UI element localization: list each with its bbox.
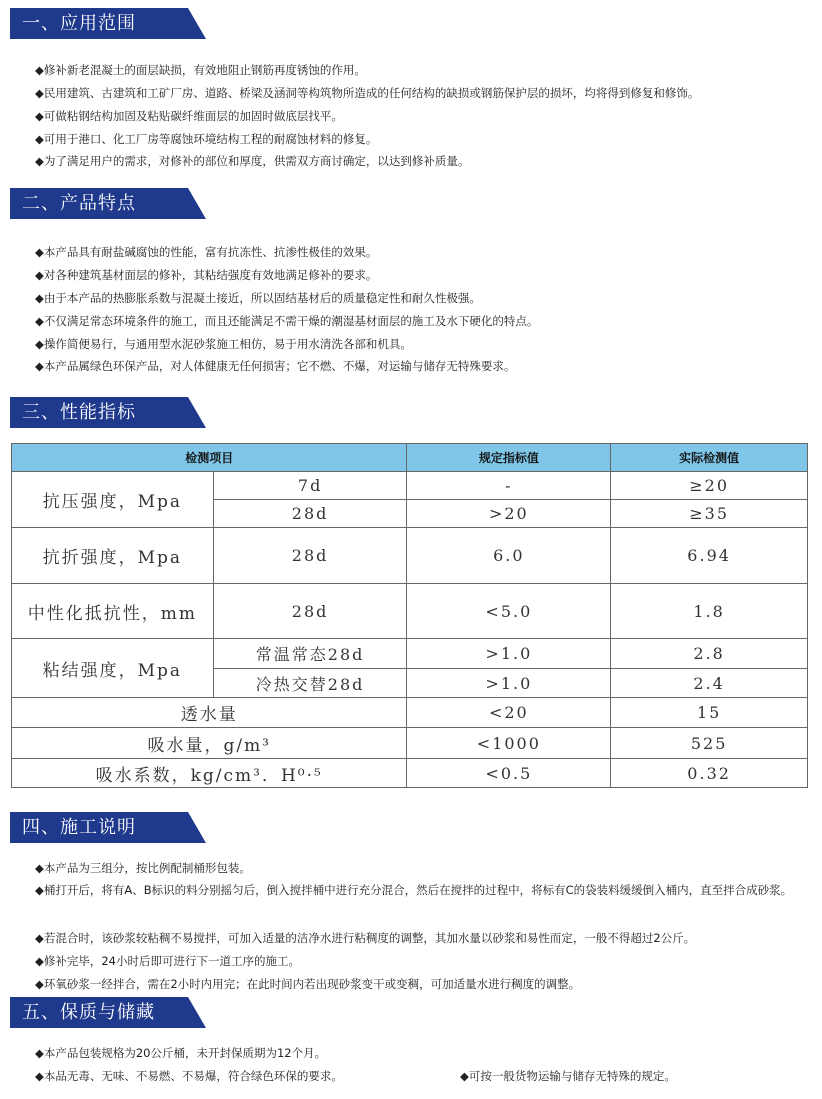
bullet-item: ◆本产品包装规格为20公斤桶，未开封保质期为12个月。 <box>35 1046 327 1060</box>
row-actual: 15 <box>611 698 808 728</box>
row-actual: 525 <box>611 728 808 759</box>
bullet-item: ◆环氧砂浆一经拌合，需在2小时内用完；在此时间内若出现砂浆变干或变稠，可加适量水进行稠度的调整。 <box>35 977 581 991</box>
section-banner-application <box>10 8 206 39</box>
row-actual: 0.32 <box>611 759 808 788</box>
row-actual: 6.94 <box>611 528 808 584</box>
row-condition: 28d <box>213 500 407 528</box>
section-title: 一、应用范围 <box>22 13 136 34</box>
row-actual: 2.8 <box>611 639 808 669</box>
bullet-item: ◆民用建筑、古建筑和工矿厂房、道路、桥梁及涵洞等构筑物所造成的任何结构的缺损或钢筋保护层的损坏，均将得到修复和修饰。 <box>35 86 700 100</box>
table-header-row <box>12 444 808 472</box>
row-condition: 28d <box>213 528 407 584</box>
row-name: 粘结强度，Mpa <box>12 639 214 698</box>
row-condition: 常温常态28d <box>213 639 407 669</box>
row-name: 吸水量，g/m³ <box>12 728 407 759</box>
row-spec: 6.0 <box>407 528 611 584</box>
section-banner-storage <box>10 997 206 1028</box>
bullet-item: ◆本产品属绿色环保产品，对人体健康无任何损害；它不燃、不爆，对运输与储存无特殊要求。 <box>35 359 516 373</box>
row-condition: 28d <box>213 584 407 639</box>
bullet-item: ◆可按一般货物运输与储存无特殊的规定。 <box>460 1069 676 1083</box>
bullet-item: ◆若混合时，该砂浆较粘稠不易搅拌，可加入适量的洁净水进行粘稠度的调整，其加水量以砂浆和易性而定，一般不得超过2公斤。 <box>35 931 696 945</box>
row-name: 吸水系数，kg/cm³．H⁰·⁵ <box>12 759 407 788</box>
section-title: 四、施工说明 <box>22 817 136 838</box>
bullet-item: ◆为了满足用户的需求，对修补的部位和厚度，供需双方商讨确定，以达到修补质量。 <box>35 154 470 168</box>
row-actual: ≥35 <box>611 500 808 528</box>
section-banner-performance <box>10 397 206 428</box>
row-name: 抗压强度，Mpa <box>12 472 214 528</box>
bullet-item: ◆桶打开后，将有A、B标识的料分别摇匀后，倒入搅拌桶中进行充分混合，然后在搅拌的过程中，将标有C的袋装料缓缓倒入桶内，直至拌合成砂浆。 <box>35 883 793 897</box>
row-name: 透水量 <box>12 698 407 728</box>
row-spec: >1.0 <box>407 669 611 698</box>
table-row <box>12 472 808 500</box>
bullet-item: ◆对各种建筑基材面层的修补，其粘结强度有效地满足修补的要求。 <box>35 268 378 282</box>
bullet-item: ◆可做粘钢结构加固及粘贴碳纤维面层的加固时做底层找平。 <box>35 109 343 123</box>
performance-table <box>11 443 808 788</box>
section-title: 二、产品特点 <box>22 193 136 214</box>
row-condition: 7d <box>213 472 407 500</box>
bullet-item: ◆本品无毒、无味、不易燃、不易爆，符合绿色环保的要求。 <box>35 1069 343 1083</box>
bullet-item: ◆修补完毕，24小时后即可进行下一道工序的施工。 <box>35 954 300 968</box>
section-banner-features <box>10 188 206 219</box>
row-condition: 冷热交替28d <box>213 669 407 698</box>
bullet-item: ◆可用于港口、化工厂房等腐蚀环境结构工程的耐腐蚀材料的修复。 <box>35 132 378 146</box>
table-row <box>12 698 808 728</box>
bullet-item: ◆由于本产品的热膨胀系数与混凝土接近，所以固结基材后的质量稳定性和耐久性极强。 <box>35 291 481 305</box>
section-banner-construction <box>10 812 206 843</box>
bullet-item: ◆操作简便易行，与通用型水泥砂浆施工相仿，易于用水清洗各部和机具。 <box>35 337 412 351</box>
row-spec: <20 <box>407 698 611 728</box>
bullet-item: ◆本产品为三组分，按比例配制桶形包装。 <box>35 861 251 875</box>
row-actual: 1.8 <box>611 584 808 639</box>
header-actual: 实际检测值 <box>611 444 808 472</box>
table-row <box>12 759 808 788</box>
row-spec: <1000 <box>407 728 611 759</box>
section-title: 三、性能指标 <box>22 402 136 423</box>
row-name: 中性化抵抗性，mm <box>12 584 214 639</box>
table-row <box>12 528 808 584</box>
row-name: 抗折强度，Mpa <box>12 528 214 584</box>
row-spec: >1.0 <box>407 639 611 669</box>
bullet-item: ◆本产品具有耐盐碱腐蚀的性能，富有抗冻性、抗渗性极佳的效果。 <box>35 245 378 259</box>
row-spec: >20 <box>407 500 611 528</box>
table-row <box>12 584 808 639</box>
section-title: 五、保质与储藏 <box>22 1002 155 1023</box>
header-spec: 规定指标值 <box>407 444 611 472</box>
bullet-item: ◆修补新老混凝土的面层缺损，有效地阻止钢筋再度锈蚀的作用。 <box>35 63 366 77</box>
header-item: 检测项目 <box>12 444 407 472</box>
row-spec: - <box>407 472 611 500</box>
bullet-item: ◆不仅满足常态环境条件的施工，而且还能满足不需干燥的潮湿基材面层的施工及水下硬化的特点。 <box>35 314 539 328</box>
table-row <box>12 728 808 759</box>
row-actual: ≥20 <box>611 472 808 500</box>
row-spec: <5.0 <box>407 584 611 639</box>
table-row <box>12 639 808 669</box>
row-spec: <0.5 <box>407 759 611 788</box>
row-actual: 2.4 <box>611 669 808 698</box>
